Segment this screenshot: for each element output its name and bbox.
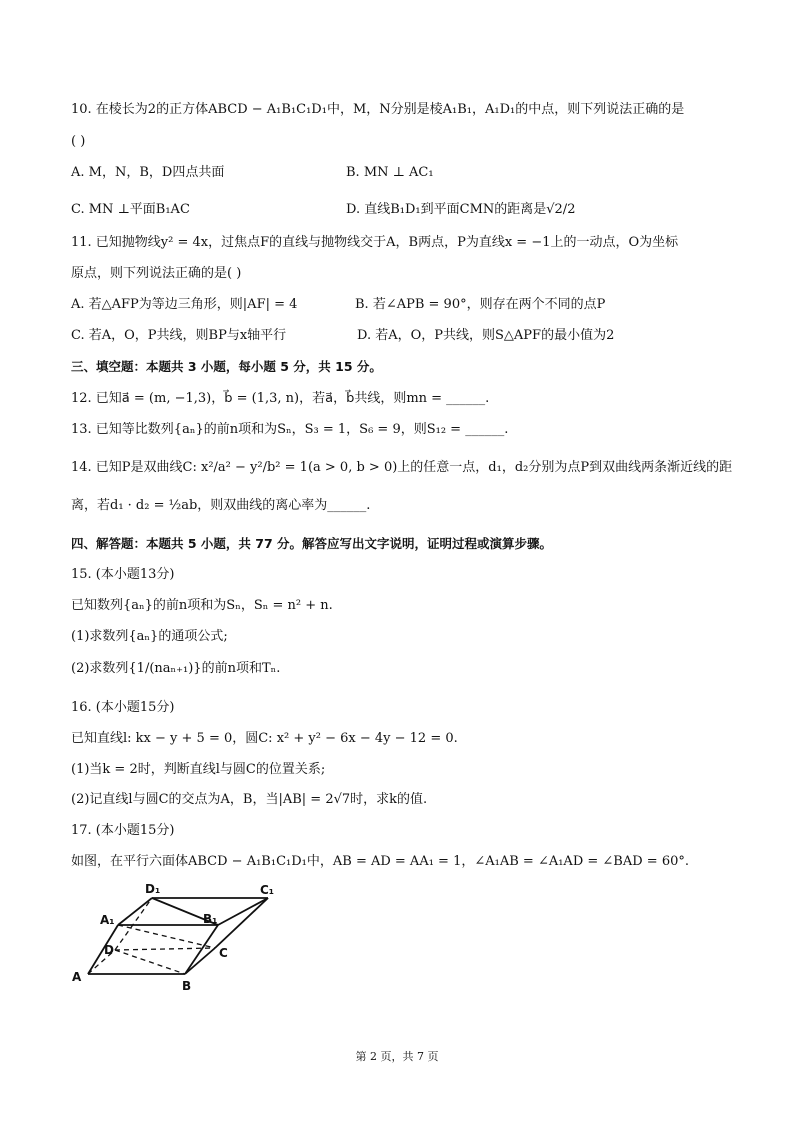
label-A: A [72, 970, 82, 984]
q15-part1: (1)求数列{aₙ}的通项公式; [71, 629, 228, 644]
label-C: C [219, 946, 228, 960]
edge-A1-C [118, 925, 215, 948]
parallelepiped-figure [70, 880, 290, 995]
label-B: B [182, 979, 192, 993]
q11-stem-line2: 原点，则下列说法正确的是( ) [71, 266, 242, 281]
q13-text: 13. 已知等比数列{aₙ}的前n项和为Sₙ，S₃ = 1，S₆ = 9，则S₁₂ = ______. [71, 422, 509, 437]
q11-option-c: C. 若A，O，P共线，则BP与x轴平行 [71, 328, 287, 343]
label-C1: C₁ [260, 883, 275, 897]
q11-stem-line1: 11. 已知抛物线y² = 4x，过焦点F的直线与抛物线交于A，B两点，P为直线x = −1上的一动点，O为坐标 [71, 235, 679, 250]
q10-option-a: A. M，N，B，D四点共面 [71, 165, 225, 180]
q15-part2: (2)求数列{1/(naₙ₊₁)}的前n项和Tₙ. [71, 661, 281, 676]
label-B1: B₁ [203, 912, 218, 926]
q11-option-a: A. 若△AFP为等边三角形，则|AF| = 4 [71, 297, 298, 312]
edge-D-B [115, 950, 185, 974]
q10-option-d: D. 直线B₁D₁到平面CMN的距离是√2/2 [346, 202, 576, 217]
q15-head: 15. (本小题13分) [71, 567, 175, 582]
q10-option-b: B. MN ⊥ AC₁ [346, 165, 434, 180]
q11-option-b: B. 若∠APB = 90°，则存在两个不同的点P [355, 297, 606, 312]
edge-D-C [115, 948, 215, 950]
q17-given: 如图，在平行六面体ABCD − A₁B₁C₁D₁中，AB = AD = AA₁ = 1，∠A₁AB = ∠A₁AD = ∠BAD = 60°. [71, 854, 689, 869]
edge-A1-D1 [118, 898, 152, 925]
q14-line1: 14. 已知P是双曲线C: x²/a² − y²/b² = 1(a > 0, b > 0)上的任意一点，d₁，d₂分别为点P到双曲线两条渐近线的距 [71, 460, 733, 475]
q17-head: 17. (本小题15分) [71, 823, 175, 838]
label-A1: A₁ [100, 913, 115, 927]
q10-option-c: C. MN ⊥平面B₁AC [71, 202, 190, 217]
q10-stem: 10. 在棱长为2的正方体ABCD − A₁B₁C₁D₁中，M，N分别是棱A₁B₁，A₁D₁的中点，则下列说法正确的是 [71, 102, 685, 117]
section-3-title: 三、填空题：本题共 3 小题，每小题 5 分，共 15 分。 [71, 359, 382, 374]
q15-given: 已知数列{aₙ}的前n项和为Sₙ，Sₙ = n² + n. [71, 598, 333, 613]
q10-bracket: ( ) [71, 134, 86, 149]
section-4-title: 四、解答题：本题共 5 小题，共 77 分。解答应写出文字说明，证明过程或演算步骤。 [71, 536, 553, 551]
label-D1: D₁ [145, 882, 161, 896]
page-footer: 第 2 页，共 7 页 [355, 1050, 439, 1063]
q16-given: 已知直线l: kx − y + 5 = 0，圆C: x² + y² − 6x − 4y − 12 = 0. [71, 731, 458, 746]
q12-text: 12. 已知a⃗ = (m, −1,3)，b⃗ = (1,3, n)，若a⃗，b⃗共线，则mn = ______. [71, 391, 490, 406]
q14-line2: 离，若d₁ · d₂ = ½ab，则双曲线的离心率为______. [71, 498, 371, 513]
q16-head: 16. (本小题15分) [71, 700, 175, 715]
q16-part2: (2)记直线l与圆C的交点为A，B，当|AB| = 2√7时，求k的值. [71, 792, 428, 807]
label-D: D [104, 943, 114, 957]
q11-option-d: D. 若A，O，P共线，则S△APF的最小值为2 [357, 328, 615, 343]
q16-part1: (1)当k = 2时，判断直线l与圆C的位置关系; [71, 762, 326, 777]
